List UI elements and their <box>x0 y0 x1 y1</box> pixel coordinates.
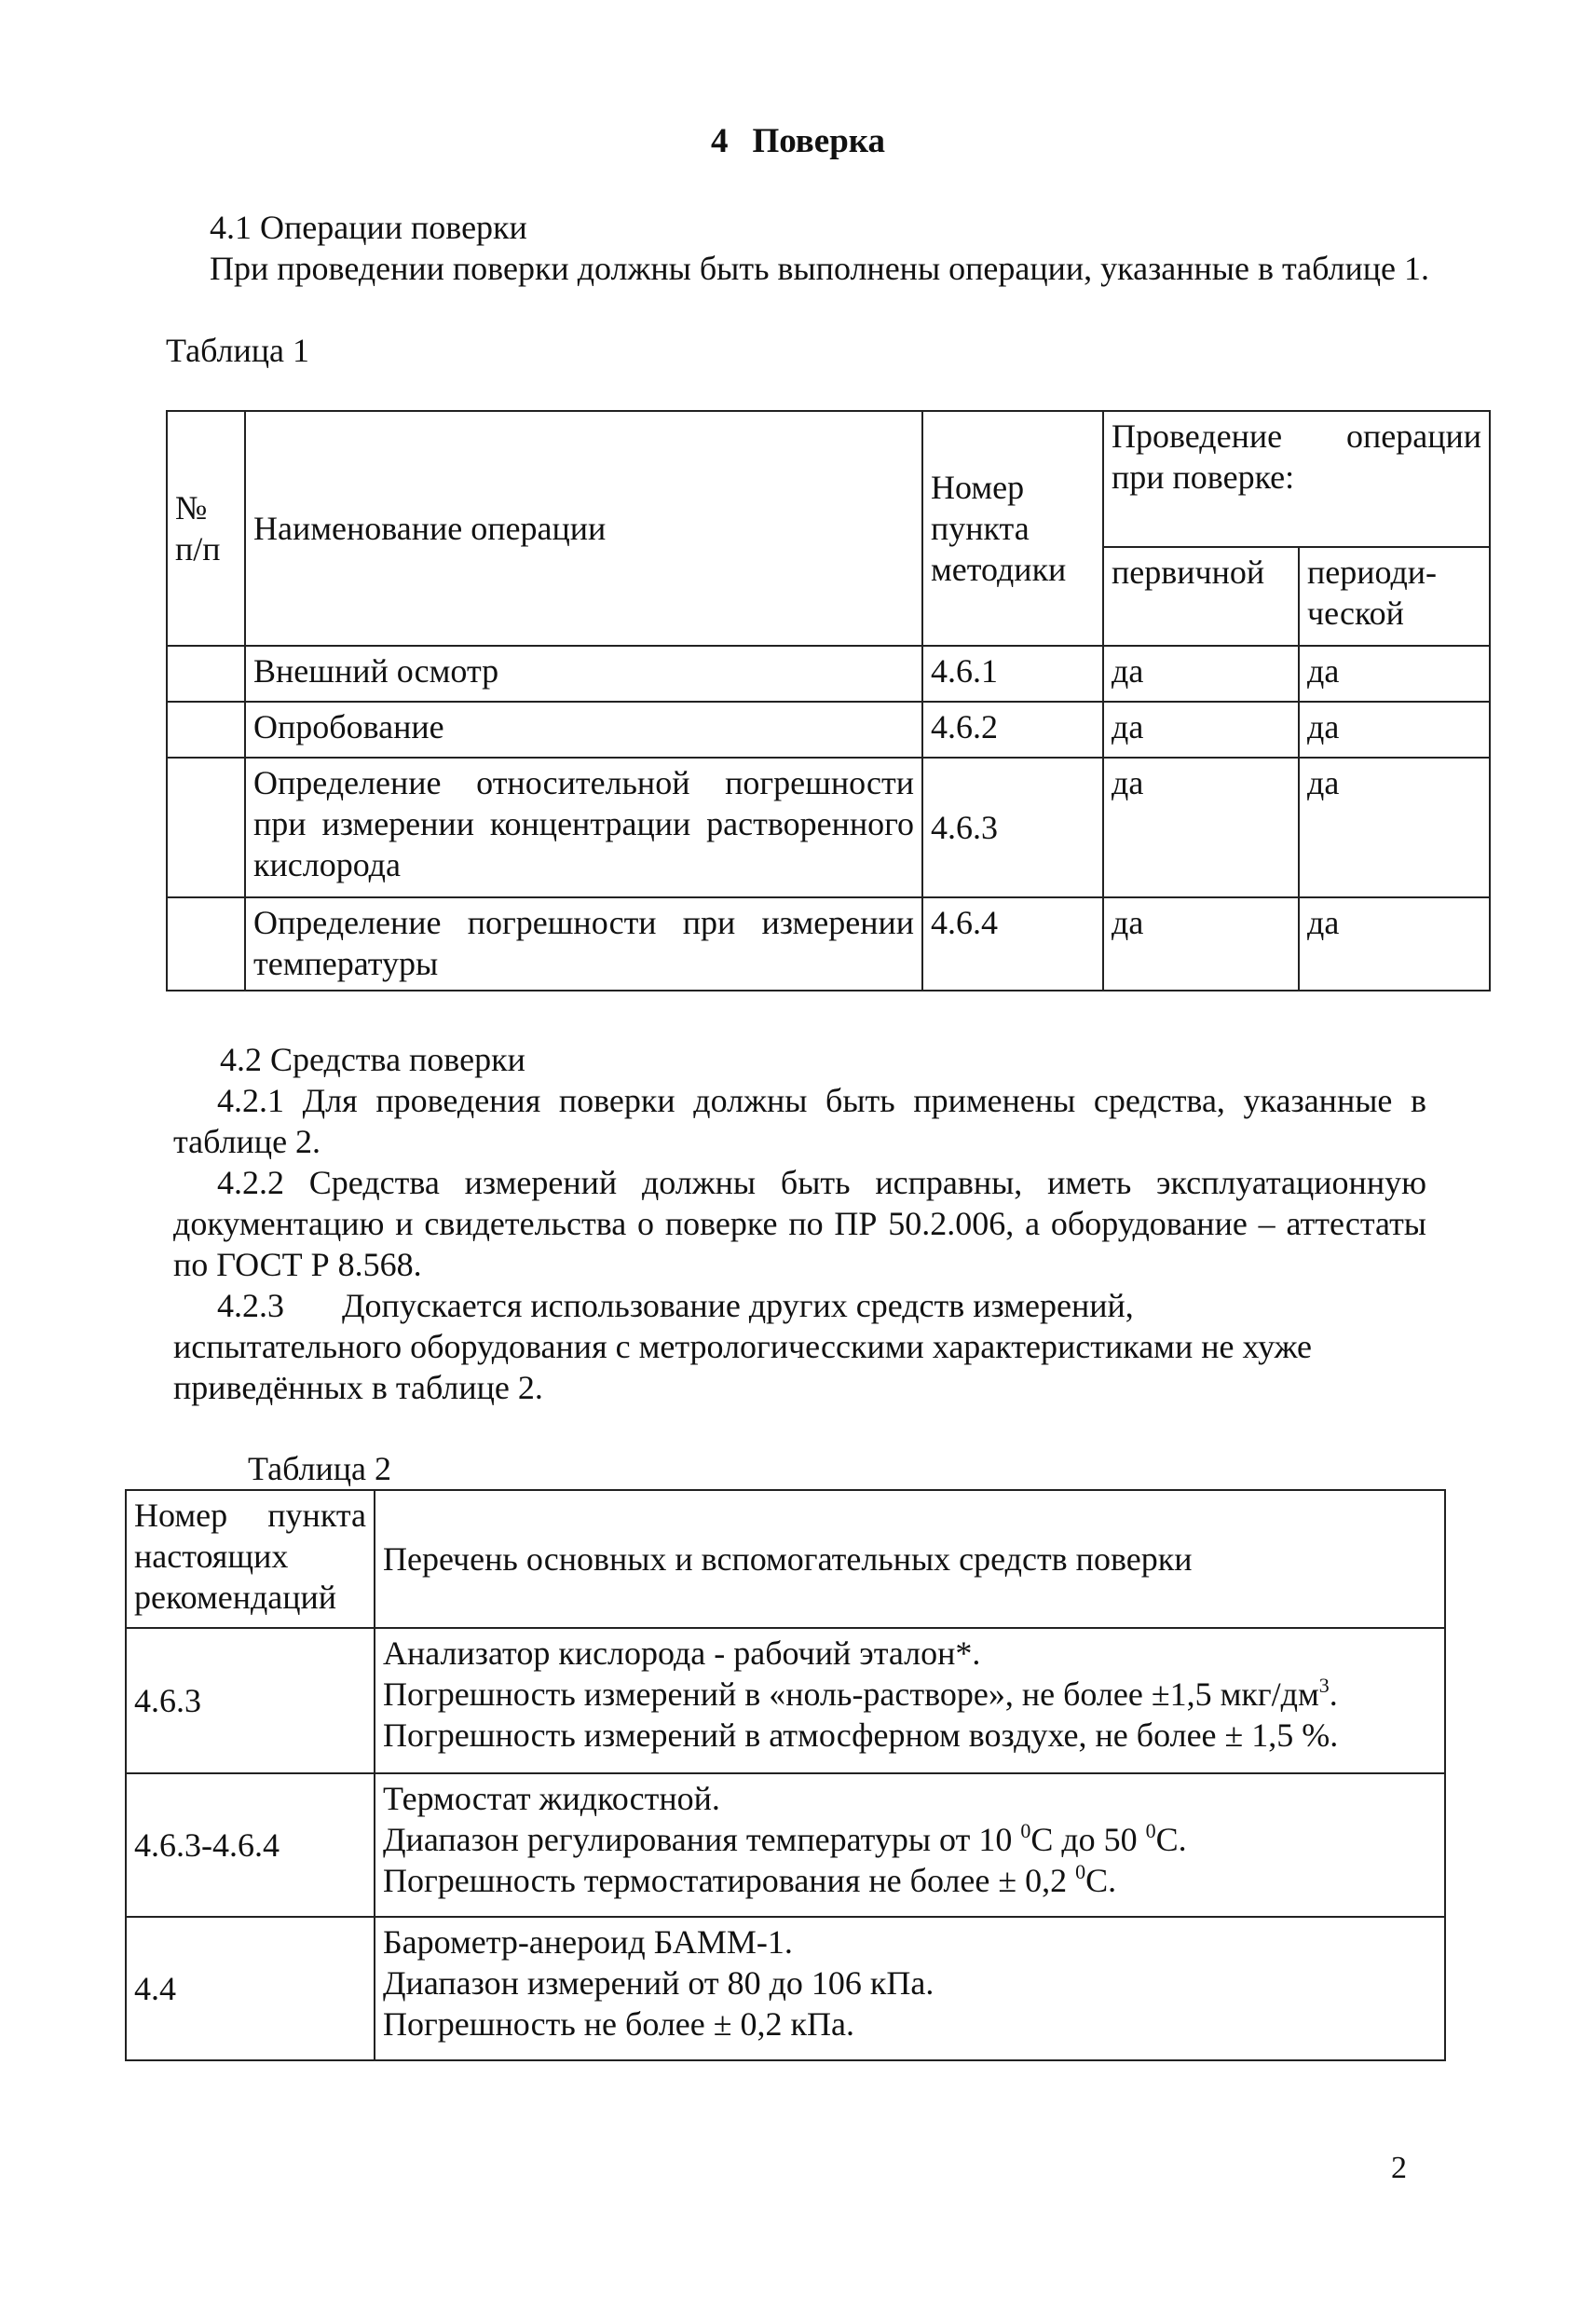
t1-cell-num <box>167 702 245 758</box>
t1-cell-num <box>167 897 245 991</box>
t1-cell-primary: да <box>1103 646 1299 702</box>
t2-line: Диапазон измерений от 80 до 106 кПа. <box>383 1964 934 2002</box>
t1-cell-periodic: да <box>1299 897 1490 991</box>
t1-cell-item: 4.6.4 <box>922 897 1103 991</box>
t2-line: Термостат жидкостной. <box>383 1780 720 1817</box>
paragraph-4-2-3-number: 4.2.3 <box>217 1287 284 1324</box>
t2-superscript: 3 <box>1318 1674 1330 1697</box>
t2-line-end: . <box>1329 1675 1338 1713</box>
t1-cell-num <box>167 646 245 702</box>
t2-cell-item: 4.4 <box>126 1917 375 2060</box>
t1-cell-primary: да <box>1103 758 1299 897</box>
t1-header-conduct: Проведение операции при поверке: <box>1103 411 1490 547</box>
section-heading <box>0 121 1596 162</box>
t1-cell-name: Внешний осмотр <box>245 646 922 702</box>
subsection-4-1-title: 4.1 Операции поверки <box>210 209 527 246</box>
t1-cell-item: 4.6.2 <box>922 702 1103 758</box>
subsection-4-1-text: При проведении поверки должны быть выполнены операции, указанные в таблице 1. <box>210 250 1430 287</box>
table-row <box>167 758 1490 897</box>
table1-caption: Таблица 1 <box>166 332 309 369</box>
t2-line <box>383 1819 1437 1860</box>
paragraph-4-2-1: 4.2.1 Для проведения поверки должны быть применены средства, указанные в таблице 2. <box>173 1082 1426 1160</box>
t2-cell-list <box>375 1773 1445 1917</box>
table2-caption: Таблица 2 <box>248 1450 391 1487</box>
t2-cell-list <box>375 1628 1445 1773</box>
t1-cell-primary: да <box>1103 702 1299 758</box>
t1-header-num: № п/п <box>167 411 245 646</box>
t2-line: Анализатор кислорода - рабочий эталон*. <box>383 1634 981 1672</box>
table-row <box>126 1917 1445 2060</box>
paragraph-4-2-3-first-line <box>217 1285 1134 1326</box>
table-row <box>167 646 1490 702</box>
t2-cell-list <box>375 1917 1445 2060</box>
section-title: Поверка <box>752 122 886 160</box>
table-row <box>126 1773 1445 1917</box>
degree-mark: 0 <box>1020 1819 1031 1842</box>
table-2 <box>125 1489 1446 2061</box>
t1-cell-periodic: да <box>1299 758 1490 897</box>
t1-cell-name: Определение погрешности при измерении температуры <box>245 897 922 991</box>
t2-line: Погрешность не более ± 0,2 кПа. <box>383 2005 854 2043</box>
page-number: 2 <box>1391 2151 1407 2185</box>
t1-header-name: Наименование операции <box>245 411 922 646</box>
t2-line-text: Погрешность термостатирования не более ± 0,2 <box>383 1862 1076 1899</box>
t2-line: Погрешность измерений в атмосферном воздухе, не более ± 1,5 %. <box>383 1716 1339 1754</box>
table-1 <box>166 410 1491 991</box>
t1-cell-name: Определение относительной погрешности при измерении концентрации растворенного кислорода <box>245 758 922 897</box>
t2-line-text: Диапазон регулирования температуры от 10 <box>383 1821 1021 1858</box>
table-row <box>167 702 1490 758</box>
t2-header-list: Перечень основных и вспомогательных средств поверки <box>375 1490 1445 1628</box>
t1-cell-primary: да <box>1103 897 1299 991</box>
table-row <box>126 1628 1445 1773</box>
t2-line-text: С. <box>1085 1862 1117 1899</box>
t2-line-text: С до 50 <box>1030 1821 1146 1858</box>
t2-line: Барометр-анероид БАММ-1. <box>383 1923 793 1961</box>
t1-cell-item: 4.6.3 <box>922 758 1103 897</box>
t1-cell-name: Опробование <box>245 702 922 758</box>
t2-cell-item: 4.6.3-4.6.4 <box>126 1773 375 1917</box>
t1-header-primary: первичной <box>1103 547 1299 646</box>
section-number: 4 <box>710 122 729 160</box>
t2-line-text: Погрешность измерений в «ноль-растворе», не более ±1,5 мкг/дм <box>383 1675 1319 1713</box>
subsection-4-2-title: 4.2 Средства поверки <box>220 1041 525 1078</box>
t2-line-text: С. <box>1155 1821 1187 1858</box>
degree-mark: 0 <box>1145 1819 1156 1842</box>
t1-cell-periodic: да <box>1299 646 1490 702</box>
paragraph-4-2-3-rest: испытательного оборудования с метрологичесскими характеристиками не хуже приведённых в таблице 2. <box>173 1328 1312 1406</box>
t2-header-item: Номер пункта настоящих рекомендаций <box>126 1490 375 1628</box>
t2-line <box>383 1860 1437 1901</box>
paragraph-4-2-2: 4.2.2 Средства измерений должны быть исправны, иметь эксплуатационную документацию и свидетельства о поверке по ПР 50.2.006, а оборудование – аттестаты по ГОСТ Р 8.568. <box>173 1164 1426 1283</box>
t1-cell-num <box>167 758 245 897</box>
t2-cell-item: 4.6.3 <box>126 1628 375 1773</box>
t2-line <box>383 1674 1437 1715</box>
table-row <box>167 897 1490 991</box>
t1-header-periodic: периоди-ческой <box>1299 547 1490 646</box>
paragraph-4-2-3-line1: Допускается использование других средств измерений, <box>342 1287 1134 1324</box>
t1-cell-periodic: да <box>1299 702 1490 758</box>
degree-mark: 0 <box>1075 1860 1086 1883</box>
t1-cell-item: 4.6.1 <box>922 646 1103 702</box>
t1-header-item: Номер пункта методики <box>922 411 1103 646</box>
